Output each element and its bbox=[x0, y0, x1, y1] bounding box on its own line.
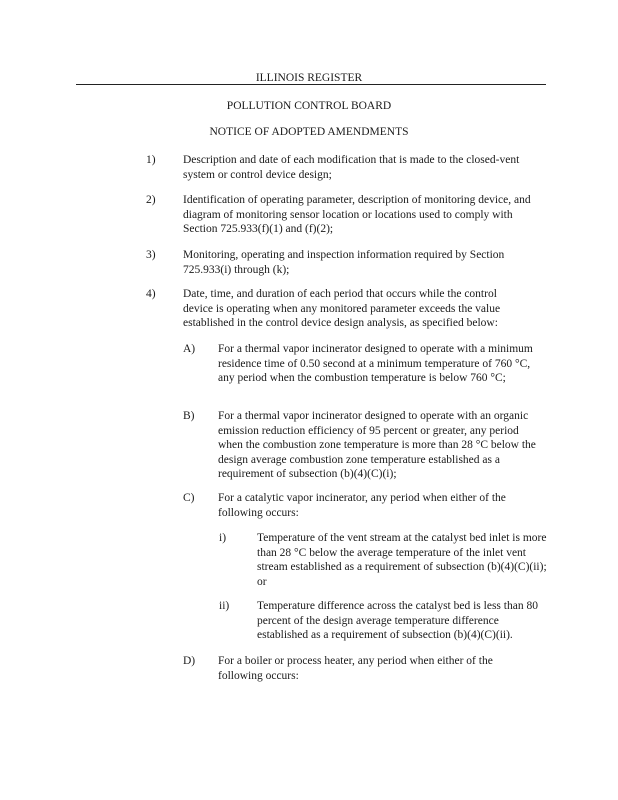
sub-item-text: For a boiler or process heater, any period when either of the following occurs: bbox=[218, 655, 493, 682]
item-number: 3) bbox=[146, 249, 156, 261]
header-rule bbox=[76, 84, 546, 85]
notice-title: NOTICE OF ADOPTED AMENDMENTS bbox=[209, 126, 409, 138]
item-number: 1) bbox=[146, 154, 156, 166]
sub-item-letter: C) bbox=[183, 492, 195, 504]
item-text: Description and date of each modification that is made to the closed-vent system or control device design; bbox=[183, 154, 520, 181]
sub-sub-item-text: Temperature difference across the catalyst bed is less than 80 percent of the design average temperature difference established as a requirement of subsection (b)(4)(C)(ii). bbox=[257, 600, 538, 642]
item-text: Identification of operating parameter, description of monitoring device, and diagram of monitoring sensor location or locations used to comply with Section 725.933(f)(1) and (f)(2); bbox=[183, 194, 531, 236]
sub-item-text: For a thermal vapor incinerator designed to operate with a minimum residence time of 0.50 second at a minimum temperature of 760 °C, any period when the combustion temperature is below 760 °C; bbox=[218, 343, 533, 385]
sub-sub-item-text: Temperature of the vent stream at the catalyst bed inlet is more than 28 °C below the average temperature of the inlet vent stream established as a requirement of subsection (b)(4)(C)(ii); or bbox=[257, 532, 547, 588]
board-title: POLLUTION CONTROL BOARD bbox=[226, 100, 392, 112]
sub-sub-item-numeral: ii) bbox=[219, 600, 230, 612]
sub-item-letter: B) bbox=[183, 410, 195, 422]
sub-sub-item-numeral: i) bbox=[219, 532, 227, 544]
sub-item-letter: D) bbox=[183, 655, 196, 667]
item-number: 4) bbox=[146, 288, 156, 300]
register-title: ILLINOIS REGISTER bbox=[255, 72, 363, 84]
sub-item-text: For a catalytic vapor incinerator, any period when either of the following occurs: bbox=[218, 492, 506, 519]
sub-item-text: For a thermal vapor incinerator designed to operate with an organic emission reduction efficiency of 95 percent or greater, any period when the combustion zone temperature is more than 28 °C below the design average combustion zone temperature established as a requirement of subsection (b)(4)(C)(i); bbox=[218, 410, 536, 481]
item-number: 2) bbox=[146, 194, 156, 206]
item-text: Monitoring, operating and inspection information required by Section 725.933(i) through (k); bbox=[183, 249, 505, 276]
sub-item-letter: A) bbox=[183, 343, 196, 355]
item-text: Date, time, and duration of each period that occurs while the control device is operating when any monitored parameter exceeds the value established in the control device design analysis, as specified below: bbox=[183, 288, 501, 330]
